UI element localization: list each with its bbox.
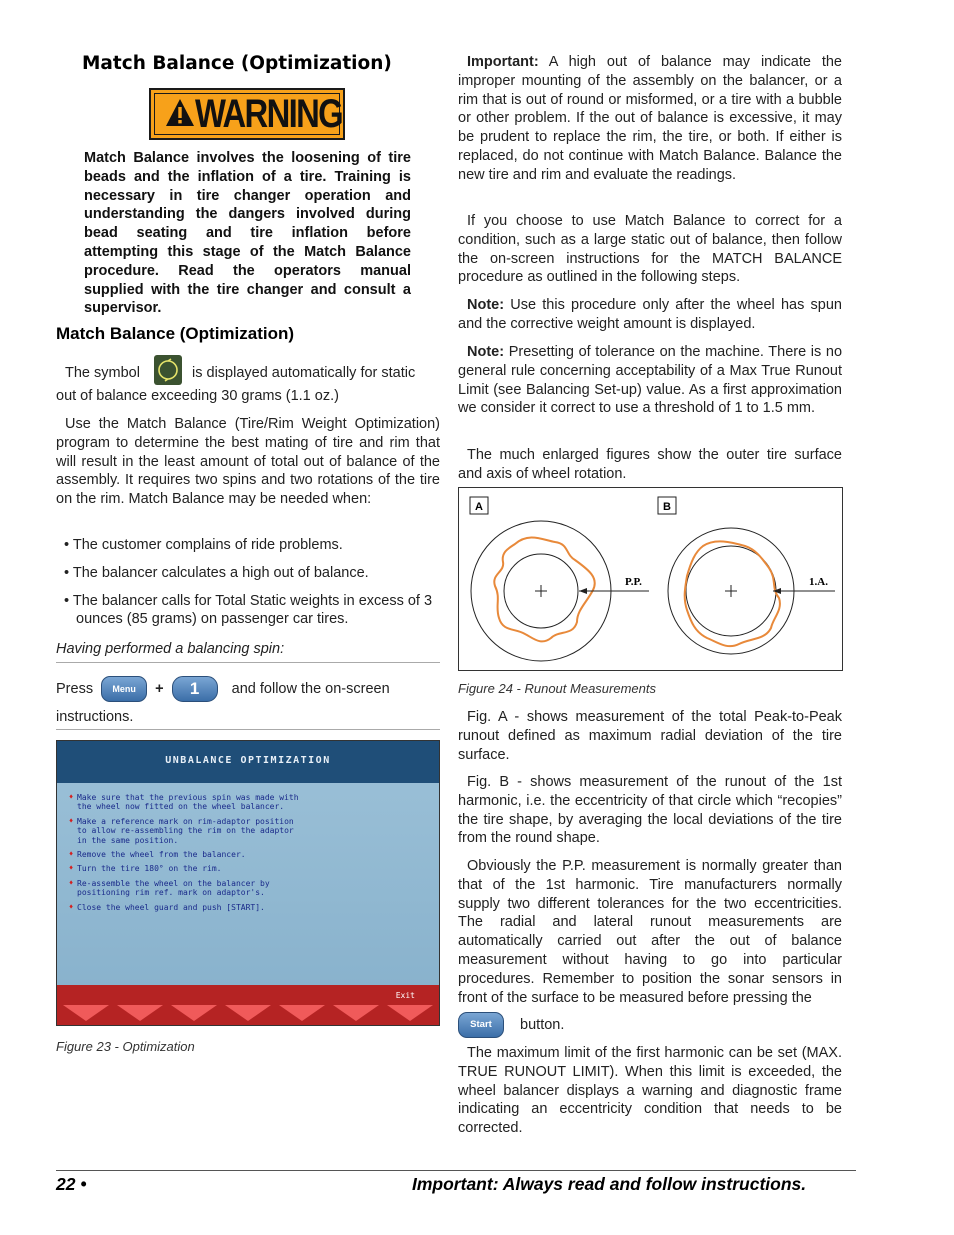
- softkey-arrow-icon[interactable]: [171, 1005, 217, 1021]
- fig-1a-label: 1.A.: [809, 576, 828, 588]
- footer-tagline: Important: Always read and follow instructions.: [412, 1174, 807, 1194]
- screen-step: ♦ Remove the wheel from the balancer.: [69, 850, 429, 859]
- softkey-arrow-icon[interactable]: [63, 1005, 109, 1021]
- screen-steps: [69, 793, 429, 917]
- fig-b-paragraph: Fig. B - shows measurement of the runout of the 1st harmonic, i.e. the eccentricity of that circle which “recopies” the tire shape, by averaging the local deviations of the tire from the round shape.: [458, 774, 842, 847]
- menu-key-button[interactable]: Menu: [101, 676, 147, 702]
- softkey-arrow-icon[interactable]: [279, 1005, 325, 1021]
- plus-sign: +: [155, 680, 164, 697]
- softkey-arrow-icon[interactable]: [225, 1005, 271, 1021]
- section-heading: Match Balance (Optimization): [56, 324, 295, 343]
- optimization-screen: [56, 740, 440, 1026]
- runout-profile-b: [685, 541, 780, 646]
- bullet-list: [64, 536, 440, 629]
- runout-diagram: [459, 488, 842, 670]
- fig-label-a: A: [475, 501, 483, 513]
- softkey-arrow-icon[interactable]: [387, 1005, 433, 1021]
- list-item: • The balancer calculates a high out of balance.: [64, 564, 369, 581]
- choose-paragraph: If you choose to use Match Balance to correct for a condition, such as a large static out of balance, then follow the on-screen instructions for the MATCH BALANCE procedure as outlined in the following steps.: [458, 213, 842, 286]
- one-key-button[interactable]: 1: [172, 676, 218, 702]
- list-item: • The customer complains of ride problems.: [64, 537, 343, 553]
- symbol-pre-text: The symbol: [65, 364, 140, 381]
- page-heading: Match Balance (Optimization): [82, 53, 392, 74]
- warning-banner: [149, 88, 345, 140]
- use-paragraph: Use the Match Balance (Tire/Rim Weight Optimization) program to determine the best mating of tire and rim that will result in the least amount of total out of balance of the assembly. It requires two spins and two rotations of the tire on the rim. Match Balance may be needed when:: [56, 416, 440, 508]
- figure-24-caption: Figure 24 - Runout Measurements: [458, 681, 656, 696]
- softkey-arrow-icon[interactable]: [117, 1005, 163, 1021]
- screen-title: UNBALANCE OPTIMIZATION: [165, 755, 331, 766]
- fig-label-b: B: [663, 501, 671, 513]
- important-paragraph: Important: A high out of balance may indicate the improper mounting of the assembly on the balancer, or a rim that is out of round or misformed, or a tire with a bubble or other problem. If the out of balance is excessive, it may be prudent to replace the rim, the tire, or both. If either is replaced, do not continue with Match Balance. Balance the new tire and rim and evaluate the readings.: [458, 54, 842, 183]
- exit-label[interactable]: Exit: [395, 991, 415, 1000]
- divider: [56, 729, 440, 730]
- important-label: Important:: [467, 54, 539, 70]
- runout-figure: [458, 487, 843, 671]
- enlarged-paragraph: The much enlarged figures show the outer tire surface and axis of wheel rotation.: [458, 447, 842, 482]
- screen-softkey-bar: [57, 985, 439, 1025]
- note-label: Note:: [467, 297, 505, 313]
- button-text: button.: [520, 1016, 565, 1033]
- obviously-paragraph: Obviously the P.P. measurement is normally greater than that of the 1st harmonic. Tire manufacturers normally supply two different tolerances for the two eccentricities. The radial and lateral runout measurements are automatically carried out after the out of balance measurement without having to go into particular procedures. Remember to position the sonar sensors in front of the surface to be measured before pressing the: [458, 858, 842, 1006]
- screen-step: ♦ Make sure that the previous spin was made with the wheel now fitted on the wheel balancer.: [69, 793, 429, 812]
- softkey-arrow-icon[interactable]: [333, 1005, 379, 1021]
- fig-pp-label: P.P.: [625, 576, 642, 588]
- page-number: 22 •: [56, 1174, 87, 1194]
- start-line: [458, 1012, 842, 1038]
- note-2: Note: Presetting of tolerance on the machine. There is no general rule concerning acceptability of a Max True Runout Limit (see Balancing Set-up) value. As a first approximation we consider it correct to use a threshold of 1 to 1.5 mm.: [458, 344, 843, 417]
- symbol-line: [65, 358, 445, 388]
- footer-rule: [56, 1170, 856, 1171]
- follow-text: and follow the on-screen: [231, 680, 390, 697]
- warning-word: WARNING: [195, 92, 343, 136]
- warning-text: Match Balance involves the loosening of tire beads and the inflation of a tire. Training is necessary in tire changer operation and understanding the dangers involved during bead seating and tire inflation before attempting this stage of the Match Balance procedure. Read the operators manual supplied with the tire changer and consult a supervisor.: [84, 150, 411, 317]
- divider: [56, 662, 440, 663]
- having-performed-text: Having performed a balancing spin:: [56, 641, 285, 657]
- start-key-button[interactable]: Start: [458, 1012, 504, 1038]
- max-limit-paragraph: The maximum limit of the first harmonic can be set (MAX. TRUE RUNOUT LIMIT). When this limit is exceeded, the wheel balancer displays a warning and diagnostic frame indicating an eccentricity condition that needs to be corrected.: [458, 1045, 842, 1137]
- screen-step: ♦ Make a reference mark on rim-adaptor position to allow re-assembling the rim on the adaptor in the same position.: [69, 817, 429, 845]
- list-item: • The balancer calls for Total Static weights in excess of 3 ounces (85 grams) on passenger car tires.: [64, 592, 433, 628]
- runout-profile-a: [494, 538, 594, 642]
- note-1: Note: Use this procedure only after the wheel has spun and the corrective weight amount is displayed.: [458, 297, 842, 332]
- instructions-text: instructions.: [56, 709, 134, 725]
- fig-a-paragraph: Fig. A - shows measurement of the total Peak-to-Peak runout defined as maximum radial deviation of the tire surface.: [458, 709, 842, 763]
- note-label: Note:: [467, 344, 505, 360]
- warning-triangle-icon: [165, 98, 195, 128]
- screen-step: ♦ Re-assemble the wheel on the balancer by positioning rim ref. mark on adaptor's.: [69, 879, 429, 898]
- press-line: [56, 676, 446, 702]
- symbol-line-2: out of balance exceeding 30 grams (1.1 oz.): [56, 388, 339, 404]
- screen-step: ♦ Close the wheel guard and push [START].: [69, 903, 429, 912]
- figure-23-caption: Figure 23 - Optimization: [56, 1039, 195, 1054]
- press-label: Press: [56, 680, 94, 697]
- optimization-symbol-icon: [154, 355, 182, 385]
- screen-step: ♦ Turn the tire 180° on the rim.: [69, 864, 429, 873]
- symbol-post-text: is displayed automatically for static: [192, 364, 416, 381]
